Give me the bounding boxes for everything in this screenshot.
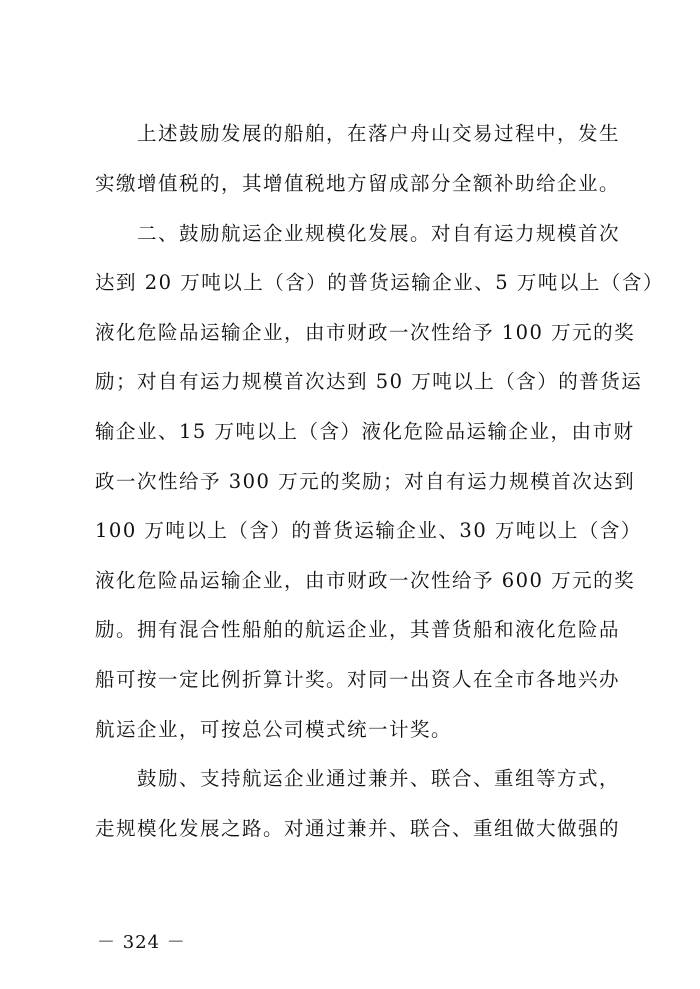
paragraph-line: 100 万吨以上（含）的普货运输企业、30 万吨以上（含） (95, 519, 642, 542)
paragraph-line: 走规模化发展之路。对通过兼并、联合、重组做大做强的 (95, 817, 621, 840)
paragraph-line: 政一次性给予 300 万元的奖励；对自有运力规模首次达到 (95, 470, 636, 493)
paragraph-line: 液化危险品运输企业，由市财政一次性给予 600 万元的奖 (95, 569, 636, 592)
paragraph-line: 液化危险品运输企业，由市财政一次性给予 100 万元的奖 (95, 321, 636, 344)
paragraph-line: 航运企业，可按总公司模式统一计奖。 (95, 718, 453, 741)
paragraph-line: 励。拥有混合性船舶的航运企业，其普货船和液化危险品 (95, 618, 621, 641)
paragraph-line: 二、鼓励航运企业规模化发展。对自有运力规模首次 (137, 222, 621, 245)
paragraph-line: 达到 20 万吨以上（含）的普货运输企业、5 万吨以上（含） (95, 271, 664, 294)
paragraph-line: 输企业、15 万吨以上（含）液化危险品运输企业，由市财 (95, 420, 635, 443)
paragraph-line: 实缴增值税的，其增值税地方留成部分全额补助给企业。 (95, 172, 621, 195)
paragraph-line: 上述鼓励发展的船舶，在落户舟山交易过程中，发生 (137, 122, 621, 145)
page-number: － 324 － (97, 932, 186, 953)
paragraph-line: 鼓励、支持航运企业通过兼并、联合、重组等方式， (137, 767, 621, 790)
paragraph-line: 励；对自有运力规模首次达到 50 万吨以上（含）的普货运 (95, 370, 643, 393)
paragraph-line: 船可按一定比例折算计奖。对同一出资人在全市各地兴办 (95, 668, 621, 691)
